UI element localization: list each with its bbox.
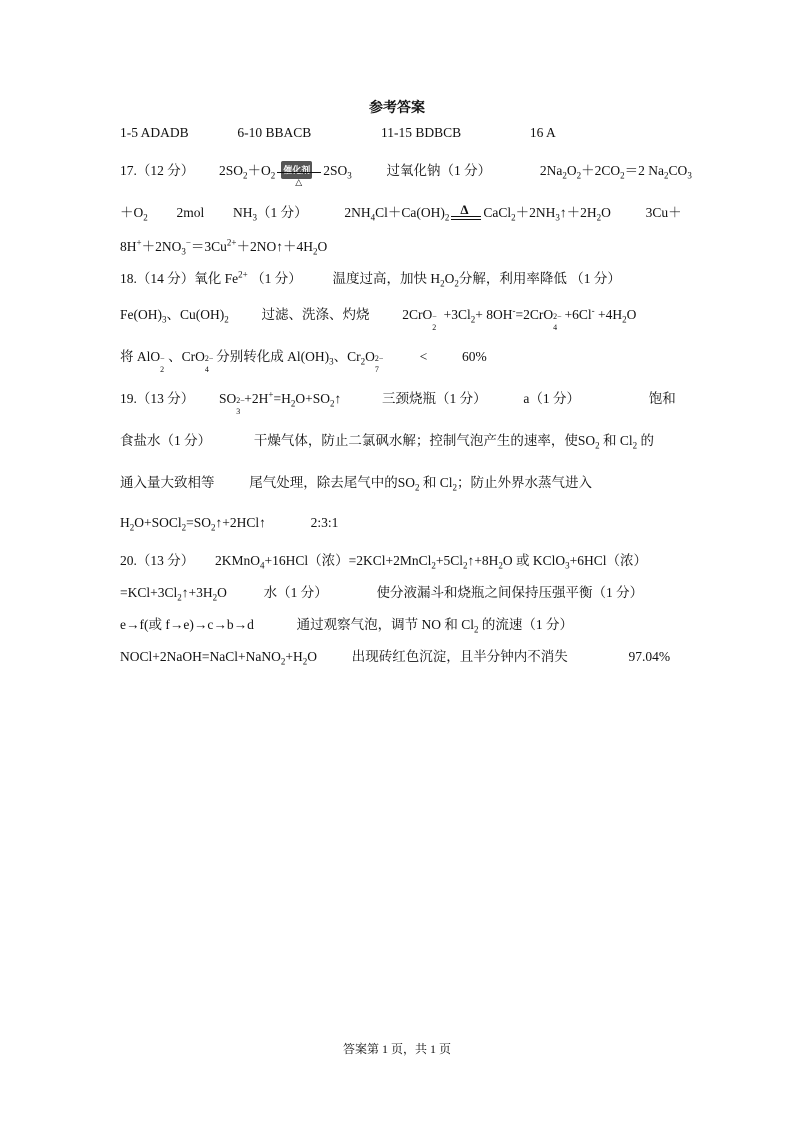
q20-answer-5: 通过观察气泡，调节 NO 和 $Cl_2$ 的流速（1 分） xyxy=(296,617,573,635)
q17-answer-4: 2mol xyxy=(176,205,205,220)
q17-eq-1: $2SO_2+O_2$ 催化剂 △ $2SO_3$ xyxy=(219,163,352,178)
q19-answer-4: 饱和 xyxy=(648,391,676,406)
q18-answer-7: < xyxy=(419,349,428,364)
q17-line-1 xyxy=(120,162,692,187)
page-title: 参考答案 xyxy=(369,101,425,116)
q20-answer-2: 水（1 分） xyxy=(263,585,328,600)
q18-answer-8: 60% xyxy=(462,349,487,364)
q20-line-3 xyxy=(120,616,573,634)
q19-line-3 xyxy=(120,474,592,492)
q18-answer-2: 温度过高，加快 $H_2O_2$分解，利用率降低 （1 分） xyxy=(332,271,621,289)
q19-line-1 xyxy=(120,389,676,416)
q17-eq-4-head: 3Cu＋ xyxy=(645,205,682,220)
q20-line-1 xyxy=(120,552,647,570)
q20-answer-4: e→f(或 f→e)→c→b→d xyxy=(120,617,254,632)
q19-answer-8: 2:3:1 xyxy=(310,515,339,530)
q19-answer-2: 三颈烧瓶（1 分） xyxy=(381,391,487,406)
mc-group-2: 6-10 BBACB xyxy=(237,125,312,140)
q20-answer-8: 97.04% xyxy=(628,649,671,664)
q20-eq-1: 2KMnO$_4$+16HCl（浓）$=2KCl+2MnCl_2+5Cl_2↑+8H_2O$ 或 KClO$_3$+6HCl（浓） xyxy=(215,553,648,571)
q17-answer-5: $NH_3(1$ 分） xyxy=(233,205,308,223)
page-footer: 答案第 1 页，共 1 页 xyxy=(342,1042,451,1056)
q17-eq-3: $2NH_4Cl+Ca(OH)_2$ Δ $CaCl_2+2NH_3↑+2H_2O$ xyxy=(344,201,611,223)
q18-label: 18.（14 分）氧化 $Fe^{2+}$ （1 分） xyxy=(120,269,302,286)
q17-line-2 xyxy=(120,201,682,223)
q18-answer-6: 将 AlO − 2 、CrO 2− 4 分别转化成 $Al(OH)_3$、$Cr_2O$ 2− 7 xyxy=(120,349,384,374)
q20-line-2 xyxy=(120,584,643,602)
mc-group-1: 1-5 ADADB xyxy=(120,125,189,140)
q20-label: 20.（13 分） xyxy=(120,553,195,568)
q17-eq-2: $2Na_2O_2+2CO_2=2$ $Na_2CO_3$ xyxy=(539,163,692,181)
mc-group-4: 16 A xyxy=(529,125,556,140)
q17-eq-2-tail: $+O_2$ xyxy=(120,205,148,223)
mc-group-3: 11-15 BDBCB xyxy=(381,125,462,140)
q17-line-3 xyxy=(120,238,327,256)
q19-answer-5: 干燥气体，防止二氯砜水解；控制气泡产生的速率，使$SO_2$ 和 $Cl_2$ 的 xyxy=(253,433,655,451)
q19-answer-6: 尾气处理，除去尾气中的$SO_2$ 和 $Cl_2$；防止外界水蒸气进入 xyxy=(249,475,593,493)
mc-answers xyxy=(120,124,556,142)
q19-eq-1: SO 2− 3 $+2H^+=H_2O+SO_2↑$ xyxy=(219,389,342,416)
q17-label: 17.（12 分） xyxy=(120,163,195,178)
q20-eq-1-tail: $=KCl+3Cl_2↑+3H_2O$ xyxy=(120,585,227,603)
heat-arrow: Δ xyxy=(451,205,481,223)
q20-eq-2: $NOCl+2NaOH=NaCl+NaNO_2+H_2O$ xyxy=(120,649,317,667)
q19-answer-4b: 食盐水（1 分） xyxy=(120,433,212,448)
q18-line-2 xyxy=(120,305,637,332)
q18-answer-4: 过滤、洗涤、灼烧 xyxy=(261,307,370,322)
q17-eq-4: $8H^++2NO_3^-=3Cu^{2+}+2NO↑+4H_2O$ xyxy=(120,237,328,257)
q20-answer-3: 使分液漏斗和烧瓶之间保持压强平衡（1 分） xyxy=(376,585,644,600)
q18-line-3 xyxy=(120,348,487,374)
q19-answer-3: a（1 分） xyxy=(523,391,580,406)
q19-line-2 xyxy=(120,432,654,450)
q19-line-4 xyxy=(120,514,338,532)
q19-label: 19.（13 分） xyxy=(120,391,195,406)
q20-line-4 xyxy=(120,648,670,666)
q18-eq-1: 2CrO − 2 $+3Cl_2+ 8OH^-=2CrO$ 2− 4 $+6Cl^- +4H_2O$ xyxy=(402,305,637,332)
q17-answer-2: 过氧化钠（1 分） xyxy=(386,163,492,178)
q19-answer-5c: 通入量大致相等 xyxy=(120,475,215,490)
q20-answer-7: 出现砖红色沉淀，且半分钟内不消失 xyxy=(351,649,568,664)
q18-line-1 xyxy=(120,270,621,288)
catalyst-arrow: 催化剂 △ xyxy=(277,163,321,181)
q19-eq-2: $H_2O+SOCl_2=SO_2↑+2HCl↑$ xyxy=(120,515,266,533)
q18-answer-3: $Fe(OH)_3$、$Cu(OH)_2$ xyxy=(120,307,229,325)
